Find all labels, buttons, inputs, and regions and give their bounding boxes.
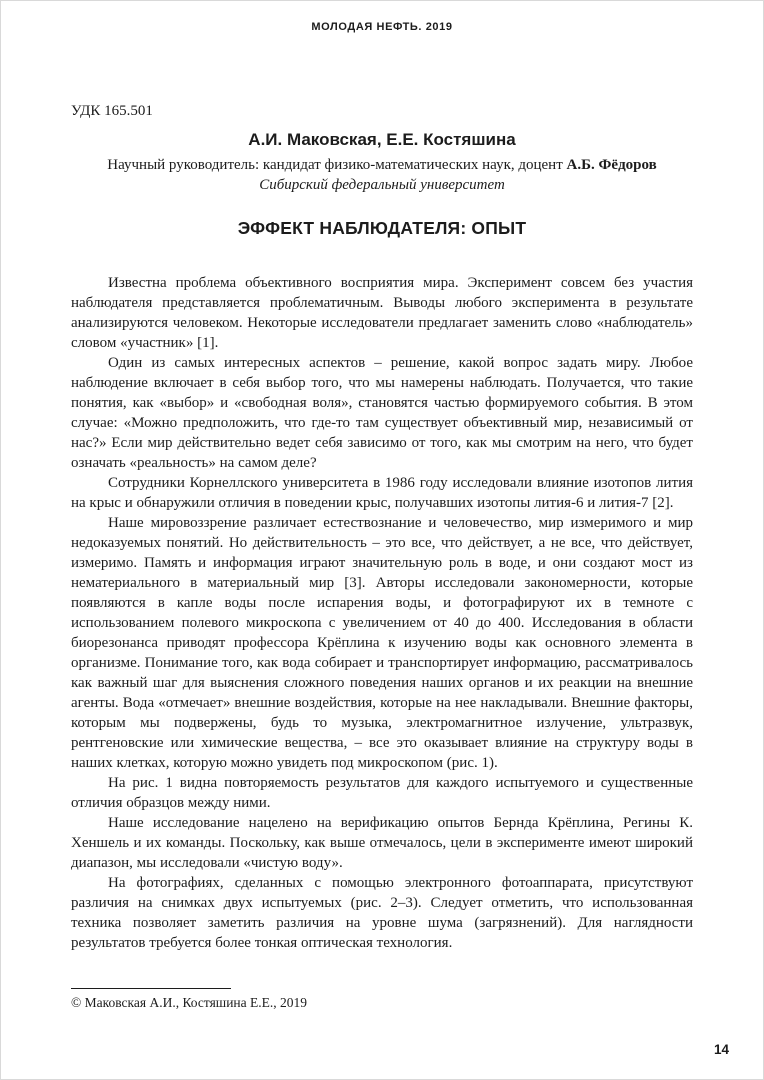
page-content — [71, 103, 693, 953]
body-paragraph: Сотрудники Корнеллского университета в 1986 году исследовали влияние изотопов лития на крыс и обнаружили отличия в поведении крыс, получавших изотопы лития-6 и лития-7 [2]. — [71, 475, 693, 511]
supervisor-name: А.Б. Фёдоров — [566, 157, 657, 173]
body-paragraph: На фотографиях, сделанных с помощью электронного фотоаппарата, присутствуют различия на снимках двух испытуемых (рис. 2–3). Следует отметить, что использованная техника позволяет заметить различия на уровне шума (загрязнений). Для наглядности результатов требуется более тонкая оптическая технология. — [71, 875, 693, 951]
footnote-rule — [71, 988, 231, 989]
paper-title: ЭФФЕКТ НАБЛЮДАТЕЛЯ: ОПЫТ — [237, 218, 527, 238]
body-paragraph: Наше исследование нацелено на верификацию опытов Бернда Крёплина, Регины К. Хеншель и их команды. Поскольку, как выше отмечалось, цели в эксперименте имеют широкий диапазон, мы исследовали «чистую воду». — [71, 815, 693, 871]
copyright-footnote: © Маковская А.И., Костяшина Е.Е., 2019 — [71, 995, 308, 1010]
body-paragraph: Наше мировоззрение различает естествознание и человечество, мир измеримого и мир недоказуемых понятий. Но действительность – это все, что действует, а не все, что действует, измеримо. Память и информация играют значительную роль в воде, и они создают мост из нематериального в материальный мир [3]. Авторы исследовали закономерности, которые появляются в капле воды после испарения воды, и фотографируют их в темноте с использованием полевого микроскопа с увеличением от 40 до 400. Исследования в области биорезонанса приводят профессора Крёплина к изучению воды как основного элемента в организме. Понимание того, как вода собирает и транспортирует информацию, рассматривалось как важный шаг для выяснения сложного поведения наших органов и их реакции на внешние агенты. Вода «отмечает» внешние воздействия, которые на нее накладывали. Внешние факторы, которым мы подвержены, будь то музыка, электромагнитное излучение, ультразвук, рентгеновские или химические вещества, – все это оказывает влияние на структуру воды в наших клетках, которую можно увидеть под микроскопом (рис. 1). — [71, 515, 693, 771]
authors-line: А.И. Маковская, Е.Е. Костяшина — [248, 130, 516, 149]
page-number: 14 — [713, 1042, 729, 1057]
supervisor-line — [71, 157, 693, 174]
udc-code: УДК 165.501 — [71, 103, 153, 119]
running-header: МОЛОДАЯ НЕФТЬ. 2019 — [311, 21, 453, 33]
footnote-block — [71, 988, 307, 1011]
body-paragraph: На рис. 1 видна повторяемость результатов для каждого испытуемого и существенные отличия образцов между ними. — [71, 775, 693, 811]
body-paragraph: Известна проблема объективного восприятия мира. Эксперимент совсем без участия наблюдателя представляется проблематичным. Выводы любого эксперимента в результате анализируются человеком. Некоторые исследователи предлагает заменить слово «наблюдатель» словом «участник» [1]. — [71, 275, 693, 351]
body-paragraph: Один из самых интересных аспектов – решение, какой вопрос задать миру. Любое наблюдение включает в себя выбор того, что мы намерены наблюдать. Получается, что такие понятия, как «выбор» и «свободная воля», становятся частью формируемого события. В этом случае: «Можно предположить, что где-то там существует объективный мир, независимый от нас?» Если мир действительно ведет себя зависимо от того, как мы смотрим на него, что будет означать «реальность» на самом деле? — [71, 355, 693, 471]
supervisor-prefix: Научный руководитель: кандидат физико-математических наук, доцент — [107, 157, 567, 173]
affiliation-line: Сибирский федеральный университет — [259, 177, 505, 193]
body-text — [71, 273, 693, 953]
